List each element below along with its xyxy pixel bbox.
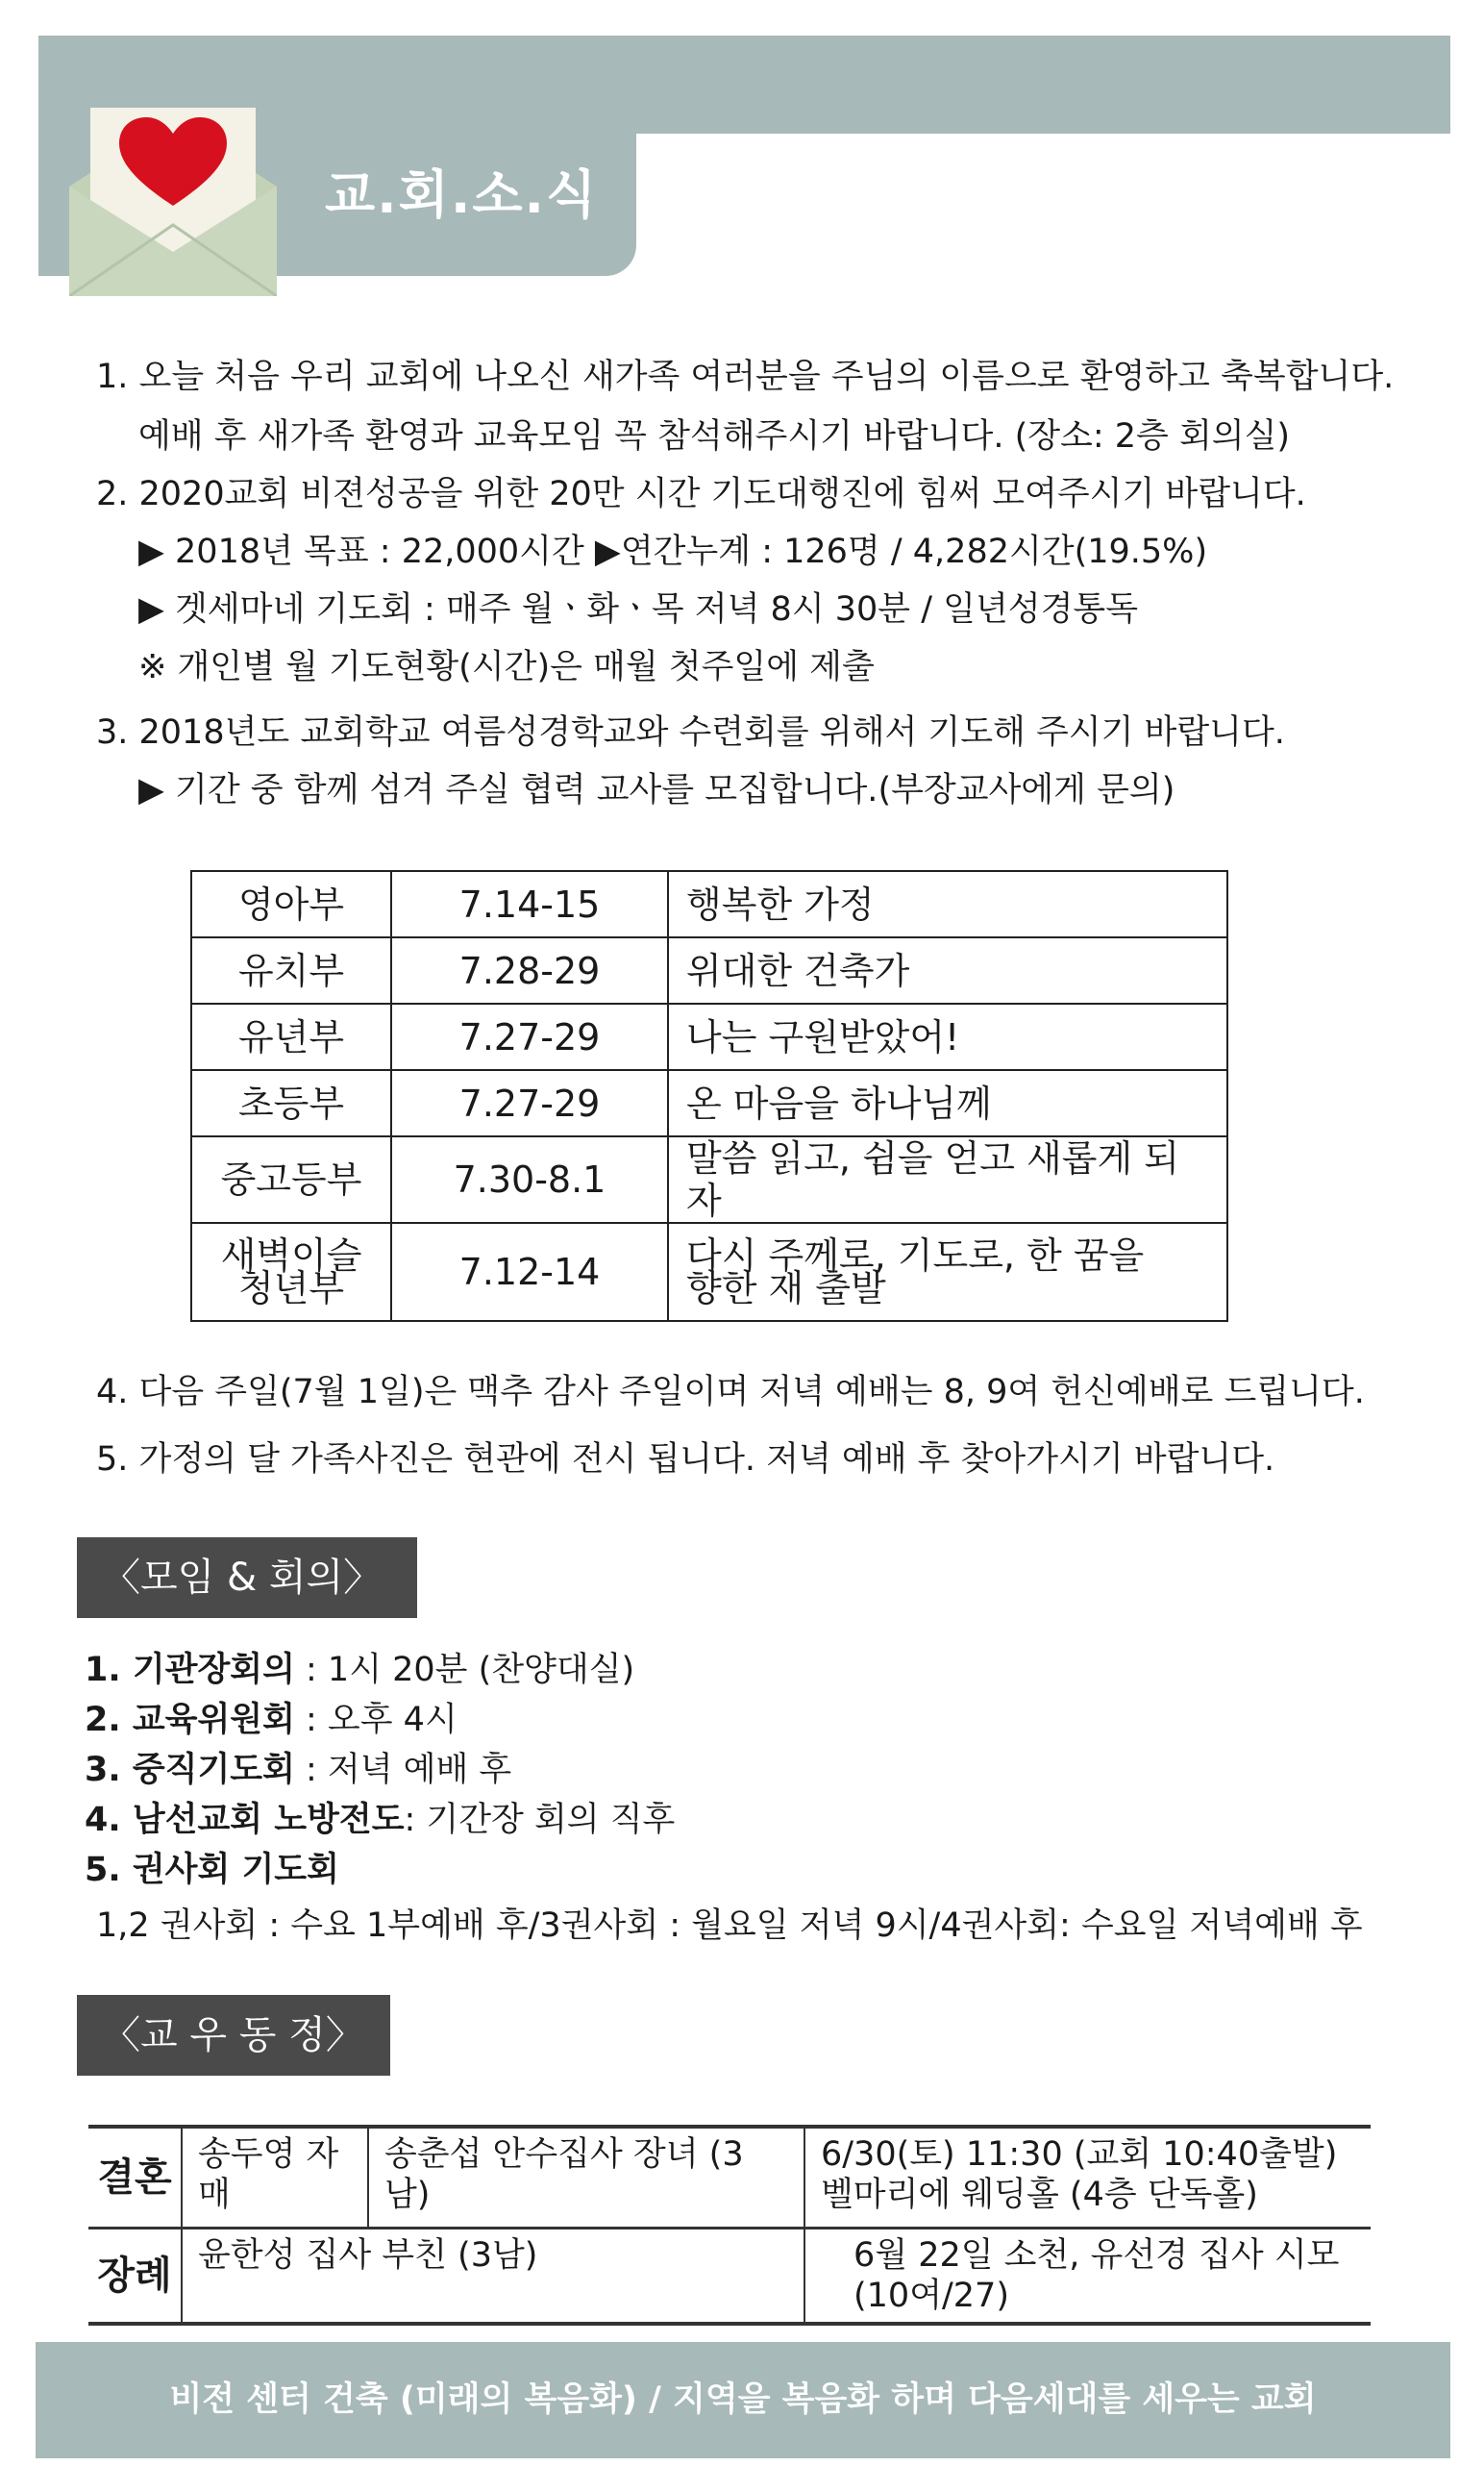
member-news-table: [88, 2125, 1371, 2326]
notice-2: 2. 2020교회 비젼성공을 위한 20만 시간 기도대행진에 힘써 모여주시기 바랍니다.: [96, 475, 1306, 513]
meeting-label: 2. 교육위원회: [85, 1701, 295, 1739]
page-title: 교.회.소.식: [325, 164, 599, 225]
table-row: [191, 937, 1227, 1004]
camp-dept: 유년부: [191, 1004, 391, 1070]
notice-5: 5. 가정의 달 가족사진은 현관에 전시 됩니다. 저녁 예배 후 찾아가시기 바랍니다.: [96, 1440, 1275, 1479]
notice-1-detail: 예배 후 새가족 환영과 교육모임 꼭 참석해주시기 바랍니다. (장소: 2층 회의실): [138, 417, 1291, 456]
camp-theme: 행복한 가정: [668, 871, 1227, 937]
wedding-time: 6/30(토) 11:30 (교회 10:40출발): [821, 2135, 1338, 2174]
wedding-place: 벨마리에 웨딩홀 (4층 단독홀): [821, 2176, 1258, 2214]
envelope-heart-icon: [69, 90, 277, 296]
notice-3-detail: ▶ 기간 중 함께 섬겨 주실 협력 교사를 모집합니다.(부장교사에게 문의): [138, 771, 1175, 810]
meeting-label: 5. 권사회 기도회: [85, 1851, 339, 1889]
camp-date: 7.27-29: [391, 1004, 668, 1070]
table-row: [191, 1136, 1227, 1223]
camp-date: 7.28-29: [391, 937, 668, 1004]
camp-dept: 초등부: [191, 1070, 391, 1136]
camp-dept-line1: 새벽이슬: [220, 1234, 362, 1277]
meeting-item: [85, 1646, 634, 1694]
camp-theme: 나는 구원받았어!: [668, 1004, 1227, 1070]
funeral-person: 윤한성 집사 부친 (3남): [198, 2236, 538, 2275]
camp-dept: 영아부: [191, 871, 391, 937]
funeral-label: 장례: [88, 2229, 182, 2325]
camp-date: 7.14-15: [391, 871, 668, 937]
meeting-label: 1. 기관장회의: [85, 1651, 295, 1689]
table-row: [191, 1223, 1227, 1321]
meeting-item: [85, 1846, 339, 1894]
camp-theme-line1: 다시 주께로, 기도로, 한 꿈을: [686, 1234, 1145, 1277]
meetings-section-title: 〈모임 & 회의〉: [77, 1537, 417, 1618]
table-row: [191, 1070, 1227, 1136]
camp-theme: 온 마음을 하나님께: [668, 1070, 1227, 1136]
news-section-title: 〈교 우 동 정〉: [77, 1995, 390, 2076]
camp-dept: 중고등부: [191, 1136, 391, 1223]
camp-theme-line2: 향한 재 출발: [686, 1267, 886, 1309]
notice-2-goal: ▶ 2018년 목표 : 22,000시간 ▶연간누계 : 126명 / 4,282시간(19.5%): [138, 533, 1208, 571]
notice-2-prayer: ▶ 겟세마네 기도회 : 매주 월ㆍ화ㆍ목 저녁 8시 30분 / 일년성경통독: [138, 590, 1139, 629]
table-row: [88, 2127, 1371, 2229]
funeral-info: [182, 2229, 804, 2325]
meeting-item: [85, 1796, 675, 1844]
camp-date: 7.12-14: [391, 1223, 668, 1321]
camp-dept: [191, 1223, 391, 1321]
meeting-extra: 1,2 권사회 : 수요 1부예배 후/3권사회 : 월요일 저녁 9시/4권사회: 수요일 저녁예배 후: [96, 1906, 1363, 1945]
notice-4: 4. 다음 주일(7월 1일)은 맥추 감사 주일이며 저녁 예배는 8, 9여 헌신예배로 드립니다.: [96, 1373, 1365, 1411]
camp-theme: 말씀 읽고, 쉼을 얻고 새롭게 되자: [668, 1136, 1227, 1223]
wedding-label: 결혼: [88, 2127, 182, 2229]
meeting-label: 4. 남선교회 노방전도: [85, 1801, 405, 1839]
table-row: [191, 871, 1227, 937]
wedding-groom: 송춘섭 안수집사 장녀 (3남): [368, 2127, 804, 2229]
footer-banner: 비전 센터 건축 (미래의 복음화) / 지역을 복음화 하며 다음세대를 세우는 교회: [36, 2342, 1450, 2458]
camp-dept: 유치부: [191, 937, 391, 1004]
notice-3: 3. 2018년도 교회학교 여름성경학교와 수련회를 위해서 기도해 주시기 바랍니다.: [96, 713, 1285, 752]
meeting-detail: : 기간장 회의 직후: [404, 1801, 676, 1839]
meeting-detail: : 1시 20분 (찬양대실): [294, 1651, 635, 1689]
table-row: [191, 1004, 1227, 1070]
camp-schedule-table: [190, 870, 1228, 1322]
meeting-detail: : 오후 4시: [294, 1701, 458, 1739]
camp-dept-line2: 청년부: [237, 1267, 345, 1309]
camp-date: 7.27-29: [391, 1070, 668, 1136]
notice-1: 1. 오늘 처음 우리 교회에 나오신 새가족 여러분을 주님의 이름으로 환영하고 축복합니다.: [96, 358, 1395, 396]
camp-theme: [668, 1223, 1227, 1321]
camp-date: 7.30-8.1: [391, 1136, 668, 1223]
meeting-label: 3. 중직기도회: [85, 1751, 295, 1789]
funeral-detail: 6월 22일 소천, 유선경 집사 시모 (10여/27): [804, 2229, 1371, 2325]
notice-2-report: ※ 개인별 월 기도현황(시간)은 매월 첫주일에 제출: [138, 648, 875, 686]
camp-theme: 위대한 건축가: [668, 937, 1227, 1004]
meeting-item: [85, 1696, 458, 1744]
wedding-info: [804, 2127, 1371, 2229]
wedding-bride: 송두영 자매: [182, 2127, 368, 2229]
meeting-detail: : 저녁 예배 후: [294, 1751, 512, 1789]
meeting-item: [85, 1746, 511, 1794]
table-row: [88, 2229, 1371, 2325]
